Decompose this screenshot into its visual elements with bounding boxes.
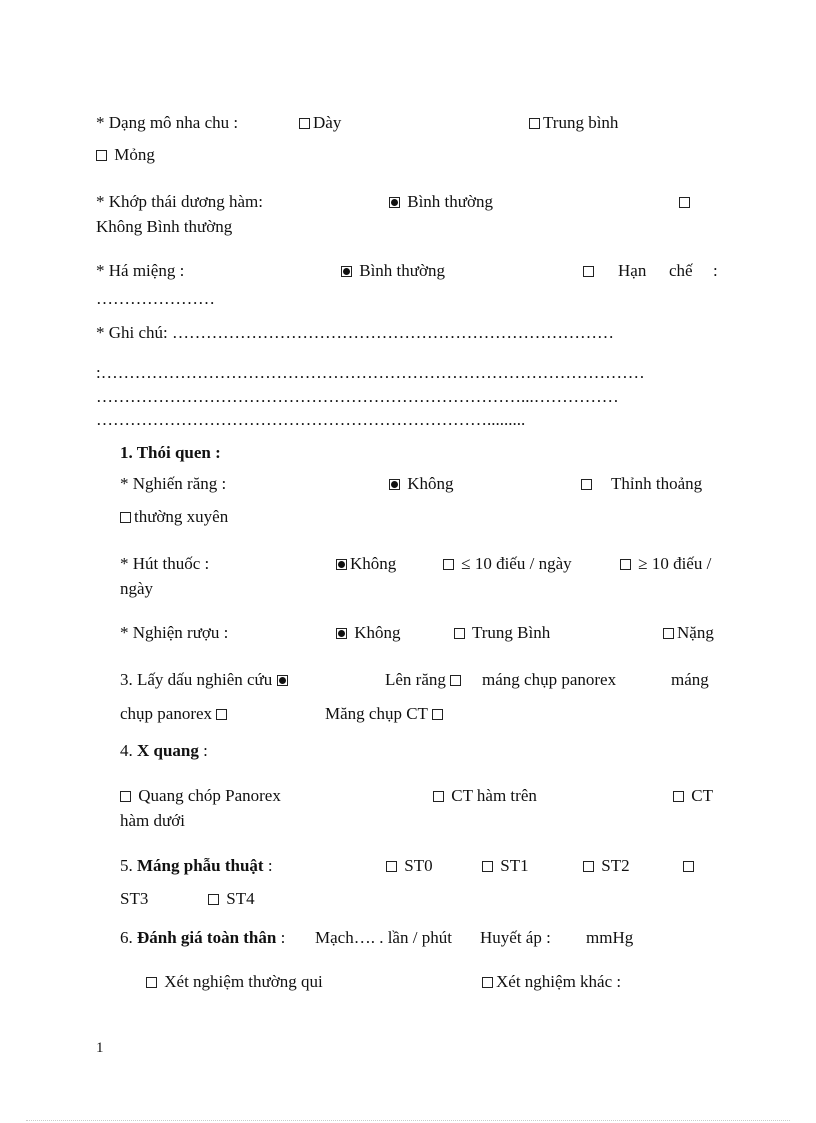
option-label: Không: [354, 623, 401, 642]
mouth-opening-limited-checkbox[interactable]: [583, 259, 597, 283]
mouth-opening-normal-option[interactable]: [341, 259, 445, 283]
bruxism-no-option[interactable]: [389, 472, 454, 496]
surgical-guide-st1-option[interactable]: [482, 854, 529, 878]
option-label: Dày: [313, 113, 342, 132]
checkbox-icon[interactable]: [432, 709, 443, 720]
surgical-guide-colon: :: [267, 856, 273, 875]
xray-ct-lower-option[interactable]: [673, 784, 713, 808]
blood-pressure-unit: mmHg: [586, 928, 634, 947]
option-label: Xét nghiệm thường qui: [164, 972, 323, 991]
page-number: 1: [96, 1040, 104, 1056]
checkbox-icon[interactable]: [443, 559, 454, 570]
periodontal-thin-option[interactable]: [96, 143, 155, 167]
checkbox-icon[interactable]: [663, 628, 674, 639]
xray-number: 4.: [120, 741, 133, 760]
periodontal-label: * Dạng mô nha chu :: [96, 113, 239, 132]
xray-heading: [120, 739, 208, 763]
checkbox-icon[interactable]: [120, 512, 131, 523]
checkbox-icon[interactable]: [581, 479, 592, 490]
footer-divider: [26, 1120, 790, 1121]
general-heading: [120, 926, 285, 950]
impression-panorex-option[interactable]: [120, 702, 230, 726]
option-label: Trung Bình: [471, 623, 551, 642]
option-label: Mỏng: [114, 145, 155, 164]
general-label: Đánh giá toàn thân: [137, 928, 277, 947]
pulse-field[interactable]: Mạch…. . lần / phút: [315, 928, 452, 947]
mouth-opening-dots[interactable]: …………………: [96, 289, 215, 308]
surgical-guide-st2-option[interactable]: [583, 854, 630, 878]
option-label: chụp panorex: [120, 704, 213, 723]
impression-option[interactable]: [120, 668, 291, 692]
xray-label: X quang: [137, 741, 199, 760]
smoking-unit: ngày: [120, 579, 154, 598]
general-number: 6.: [120, 928, 133, 947]
option-label: CT hàm trên: [451, 786, 537, 805]
surgical-guide-st3-label: ST3: [120, 889, 149, 908]
option-label: Bình thường: [407, 192, 493, 211]
option-label: ≤ 10 điếu / ngày: [461, 554, 572, 573]
tmj-label: * Khớp thái dương hàm:: [96, 192, 263, 211]
option-label: Trung bình: [543, 113, 619, 132]
xray-panorex-option[interactable]: [120, 784, 281, 808]
checked-checkbox-icon[interactable]: [336, 559, 347, 570]
checkbox-icon[interactable]: [529, 118, 540, 129]
checkbox-icon[interactable]: [96, 150, 107, 161]
option-label: ≥ 10 điếu /: [638, 554, 712, 573]
option-label: ST4: [226, 889, 255, 908]
option-label: Nặng: [677, 623, 714, 642]
checkbox-icon[interactable]: [482, 977, 493, 988]
checked-checkbox-icon[interactable]: [389, 197, 400, 208]
xray-colon: :: [203, 741, 208, 760]
checkbox-icon[interactable]: [216, 709, 227, 720]
tmj-normal-option[interactable]: [389, 190, 493, 214]
option-label: Không: [407, 474, 454, 493]
bruxism-label: * Nghiến răng :: [120, 474, 227, 493]
checkbox-icon[interactable]: [450, 675, 461, 686]
habits-heading: 1. Thói quen :: [120, 443, 221, 462]
impression-panorex-tray-label: máng chụp panorex: [482, 670, 617, 689]
checked-checkbox-icon[interactable]: [336, 628, 347, 639]
other-test-option[interactable]: [482, 970, 621, 994]
option-label: Lên răng: [385, 670, 446, 689]
bruxism-often-option[interactable]: [120, 505, 228, 529]
option-label: Không: [350, 554, 397, 573]
routine-test-option[interactable]: [146, 970, 323, 994]
periodontal-thick-option[interactable]: [299, 111, 341, 135]
checkbox-icon[interactable]: [583, 861, 594, 872]
option-label: ST0: [404, 856, 433, 875]
surgical-guide-number: 5.: [120, 856, 133, 875]
notes-line-2[interactable]: …………………………………………………………………...……………: [96, 387, 619, 406]
surgical-guide-st4-option[interactable]: [208, 887, 255, 911]
alcohol-label: * Nghiện rượu :: [120, 623, 229, 642]
bruxism-sometimes-label: Thỉnh thoảng: [611, 474, 703, 493]
checkbox-icon[interactable]: [673, 791, 684, 802]
alcohol-no-option[interactable]: [336, 621, 401, 645]
checked-checkbox-icon[interactable]: [277, 675, 288, 686]
mouth-opening-label: * Há miệng :: [96, 261, 185, 280]
mouth-opening-colon: :: [713, 261, 718, 280]
option-label: CT: [691, 786, 713, 805]
smoking-label: * Hút thuốc :: [120, 554, 210, 573]
xray-ct-lower-label: hàm dưới: [120, 811, 185, 830]
option-label: ST2: [601, 856, 630, 875]
tmj-abnormal-checkbox[interactable]: [679, 190, 693, 214]
checkbox-icon[interactable]: [683, 861, 694, 872]
mouth-opening-limited-label-2: chế: [669, 261, 693, 280]
impression-ct-tray-option[interactable]: [325, 702, 446, 726]
smoking-ge10-option[interactable]: [620, 552, 711, 576]
checkbox-icon[interactable]: [146, 977, 157, 988]
checkbox-icon[interactable]: [299, 118, 310, 129]
checkbox-icon[interactable]: [583, 266, 594, 277]
periodontal-medium-option[interactable]: [529, 111, 618, 135]
smoking-no-option[interactable]: [336, 552, 396, 576]
checkbox-icon[interactable]: [679, 197, 690, 208]
checkbox-icon[interactable]: [454, 628, 465, 639]
general-colon: :: [280, 928, 286, 947]
tmj-abnormal-label: Không Bình thường: [96, 217, 233, 236]
impression-label: 3. Lấy dấu nghiên cứu: [120, 670, 273, 689]
checkbox-icon[interactable]: [120, 791, 131, 802]
option-label: Quang chóp Panorex: [138, 786, 281, 805]
option-label: ST1: [500, 856, 529, 875]
impression-tray-word: máng: [671, 670, 709, 689]
bruxism-sometimes-checkbox[interactable]: [581, 472, 595, 496]
option-label: Xét nghiệm khác :: [496, 972, 622, 991]
checkbox-icon[interactable]: [620, 559, 631, 570]
surgical-guide-st3-checkbox[interactable]: [683, 854, 697, 878]
checkbox-icon[interactable]: [208, 894, 219, 905]
surgical-guide-st0-option[interactable]: [386, 854, 433, 878]
alcohol-medium-option[interactable]: [454, 621, 550, 645]
blood-pressure-label: Huyết áp :: [480, 928, 551, 947]
notes-label[interactable]: * Ghi chú: ……………………………………………………………………: [96, 323, 615, 342]
checked-checkbox-icon[interactable]: [389, 479, 400, 490]
surgical-guide-label: Máng phẫu thuật: [137, 856, 264, 875]
mouth-opening-limited-label: Hạn: [618, 261, 647, 280]
checkbox-icon[interactable]: [433, 791, 444, 802]
checked-checkbox-icon[interactable]: [341, 266, 352, 277]
option-label: thường xuyên: [134, 507, 229, 526]
alcohol-heavy-option[interactable]: [663, 621, 714, 645]
notes-line-3[interactable]: …………………………………………………………….........: [96, 410, 526, 429]
xray-ct-upper-option[interactable]: [433, 784, 537, 808]
smoking-lt10-option[interactable]: [443, 552, 572, 576]
impression-on-teeth-option[interactable]: [385, 668, 464, 692]
surgical-guide-heading: [120, 854, 273, 878]
notes-line-1[interactable]: :……………………………………………………………………………………: [96, 363, 645, 382]
checkbox-icon[interactable]: [482, 861, 493, 872]
checkbox-icon[interactable]: [386, 861, 397, 872]
option-label: Măng chụp CT: [325, 704, 428, 723]
option-label: Bình thường: [359, 261, 445, 280]
